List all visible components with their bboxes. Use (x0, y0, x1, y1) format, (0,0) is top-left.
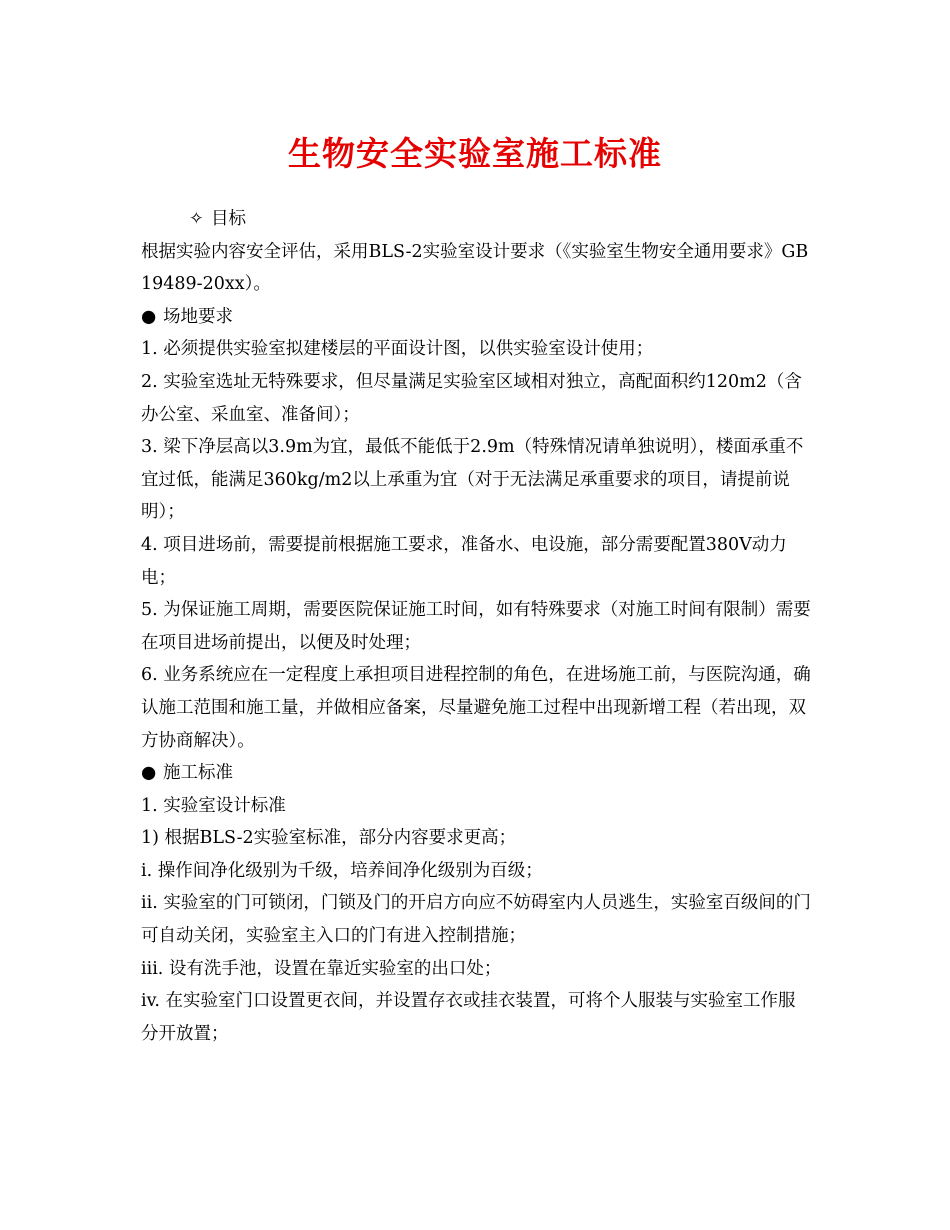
construction-heading-label: 施工标准 (163, 763, 233, 784)
site-heading (141, 301, 813, 334)
construction-item: ii. 实验室的门可锁闭，门锁及门的开启方向应不妨碍室内人员逃生，实验室百级间的门可自动关闭，实验室主入口的门有进入控制措施； (141, 893, 811, 947)
construction-item: i. 操作间净化级别为千级，培养间净化级别为百级； (141, 860, 543, 881)
goal-heading-label: 目标 (211, 209, 246, 229)
goal-heading (141, 203, 813, 236)
site-item: 3. 梁下净层高以3.9m为宜，最低不能低于2.9m（特殊情况请单独说明），楼面承重不宜过低，能满足360kg/m2以上承重为宜（对于无法满足承重要求的项目，请提前说明）； (141, 437, 804, 523)
bullet-dot-icon: ● (141, 306, 157, 327)
document-body (141, 203, 813, 1050)
construction-heading (141, 757, 813, 790)
site-item: 6. 业务系统应在一定程度上承担项目进程控制的角色，在进场施工前，与医院沟通，确认施工范围和施工量，并做相应备案，尽量避免施工过程中出现新增工程（若出现，双方协商解决）。 (141, 665, 811, 751)
site-item: 4. 项目进场前，需要提前根据施工要求，准备水、电设施，部分需要配置380V动力电； (141, 534, 787, 588)
construction-item: 1. 实验室设计标准 (141, 795, 286, 816)
construction-item: 1) 根据BLS-2实验室标准，部分内容要求更高； (141, 828, 517, 849)
diamond-bullet-icon: ✧ (189, 209, 204, 229)
site-item: 2. 实验室选址无特殊要求，但尽量满足实验室区域相对独立，高配面积约120m2（含办公室、采血室、准备间）； (141, 371, 802, 425)
goal-paragraph: 根据实验内容安全评估，采用BLS-2实验室设计要求（《实验室生物安全通用要求》GB 19489-20xx）。 (141, 241, 809, 295)
site-item: 1. 必须提供实验室拟建楼层的平面设计图，以供实验室设计使用； (141, 339, 654, 360)
page-title: 生物安全实验室施工标准 (288, 134, 662, 173)
site-item: 5. 为保证施工周期，需要医院保证施工时间，如有特殊要求（对施工时间有限制）需要在项目进场前提出，以便及时处理； (141, 600, 811, 653)
construction-item: iv. 在实验室门口设置更衣间，并设置存衣或挂衣装置，可将个人服装与实验室工作服分开放置； (141, 991, 796, 1044)
bullet-dot-icon: ● (141, 763, 157, 784)
construction-item: iii. 设有洗手池，设置在靠近实验室的出口处； (141, 958, 502, 979)
site-heading-label: 场地要求 (163, 306, 233, 327)
